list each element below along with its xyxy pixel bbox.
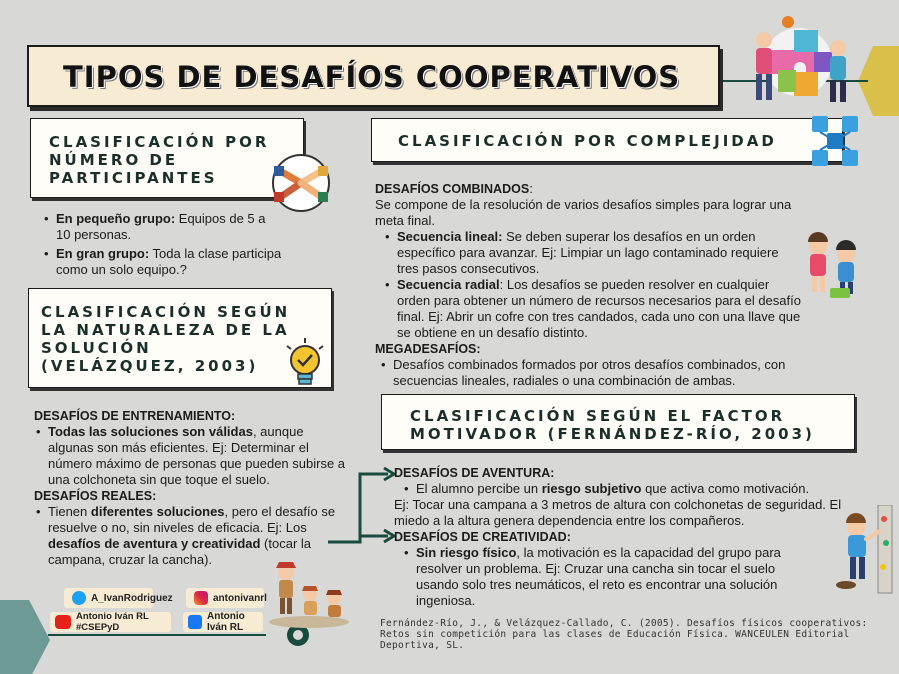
complexity-content: DESAFÍOS COMBINADOS: Se compone de la resolución de varios desafíos simples para lograr una meta final. • Secuencia lineal: Se deben superar los desafíos en un orden específico para avanzar. Ej: Limpiar un lago contaminado requiere tres pasos consecutivos. • Secuencia radial: Los desafíos se pueden resolver en cualquier orden para obtener un número de recursos necesarios para el desafío final. Ej: Abrir un cofre con tres candados, cada uno con una llave que se obtiene en un desafío distinto. MEGADESAFÍOS: • Desafíos combinados formados por otros desafíos combinados, con secuencias lineales, radiales o una combinación de ambas. [375,181,810,389]
twitter-icon [72,591,86,605]
list-item: • El alumno percibe un riesgo subjetivo que activa como motivación. [402,481,844,497]
puzzle-team-icon [738,12,860,112]
nature-content: DESAFÍOS DE ENTRENAMIENTO: • Todas las soluciones son válidas, aunque algunas son más eficientes. Ej: Determinar el número máximo de personas que pueden subirse a una colchoneta sin que toque el suelo. DESAFÍOS REALES: • Tienen diferentes soluciones, pero el desafío se resuelve o no, sin niveles de eficacia. Ej: Los desafíos de aventura y creatividad (tocar la campana, cruzar la cancha). [34,408,350,568]
kid-climbing-icon [834,505,898,595]
main-title-box [27,45,720,107]
list-item: • En pequeño grupo: Equipos de 5 a 10 personas. [42,211,282,243]
participants-heading-box [30,118,304,198]
youtube-icon [55,615,71,629]
kids-explorers-icon [266,558,352,630]
list-item: • En gran grupo: Toda la clase participa como un solo equipo.? [42,246,282,278]
list-item: • Sin riesgo físico, la motivación es la capacidad del grupo para resolver un problema. Ej: Cruzar una cancha sin tocar el suelo usando solo tres neumáticos, el reto es encontrar una solución ingeniosa. [402,545,820,609]
nature-heading: CLASIFICACIÓN SEGÚN LA NATURALEZA DE LA SOLUCIÓN (VELÁZQUEZ, 2003) [41,303,291,375]
lightbulb-check-icon [284,338,326,390]
instagram-icon [194,591,208,605]
facebook-icon [188,615,202,629]
decorative-hexagon [0,600,50,674]
facebook-link[interactable]: Antonio Iván RL [183,612,263,632]
connector-arrows [326,462,396,552]
motivator-heading: CLASIFICACIÓN SEGÚN EL FACTOR MOTIVADOR (FERNÁNDEZ-RÍO, 2003) [410,407,815,443]
network-blocks-icon [808,112,862,170]
youtube-link[interactable]: Antonio Iván RL #CSEPyD [50,612,171,632]
motivator-content: DESAFÍOS DE AVENTURA: • El alumno percibe un riesgo subjetivo que activa como motivación. Ej: Tocar una campana a 3 metros de altura con colchonetas de seguridad. El miedo a la altura genera dependencia entre los compañeros. DESAFÍOS DE CREATIVIDAD: • Sin riesgo físico, la motivación es la capacidad del grupo para resolver un problema. Ej: Cruzar una cancha sin tocar el suelo usando solo tres neumáticos, el reto es encontrar una solución ingeniosa. [394,465,844,609]
participants-heading: CLASIFICACIÓN POR NÚMERO DE PARTICIPANTES [49,133,270,187]
page-title: TIPOS DE DESAFÍOS COOPERATIVOS [63,60,681,94]
kids-cleaning-icon [800,232,866,300]
list-item: • Desafíos combinados formados por otros desafíos combinados, con secuencias lineales, radiales o una combinación de ambas. [379,357,810,389]
hands-together-icon [270,152,332,214]
complexity-heading: CLASIFICACIÓN POR COMPLEJIDAD [398,132,777,150]
list-item: • Tienen diferentes soluciones, pero el desafío se resuelve o no, sin niveles de eficacia. Ej: Los desafíos de aventura y creatividad (tocar la campana, cruzar la cancha). [34,504,350,568]
reference-text: Fernández-Río, J., & Velázquez-Callado, C. (2005). Desafíos físicos cooperativos: Retos sin competición para las clases de Educación Física. WANCEULEN Editorial Deportiva, SL. [380,618,868,651]
instagram-link[interactable]: antonivanrl [186,588,264,608]
motivator-heading-box [381,394,855,450]
twitter-link[interactable]: A_IvanRodriguez [64,588,153,608]
list-item: • Todas las soluciones son válidas, aunque algunas son más eficientes. Ej: Determinar el número máximo de personas que pueden subirse a una colchoneta sin que toque el suelo. [34,424,350,488]
footer-divider [48,634,266,636]
list-item: • Secuencia radial: Los desafíos se pueden resolver en cualquier orden para obtener un número de recursos necesarios para el desafío final. Ej: Abrir un cofre con tres candados, cada uno con una llave que se obtiene en un desafío distinto. [383,277,801,341]
participants-list [42,211,282,278]
complexity-heading-box [371,118,843,162]
list-item: • Secuencia lineal: Se deben superar los desafíos en un orden específico para avanzar. Ej: Limpiar un lago contaminado requiere tres pasos consecutivos. [383,229,801,277]
